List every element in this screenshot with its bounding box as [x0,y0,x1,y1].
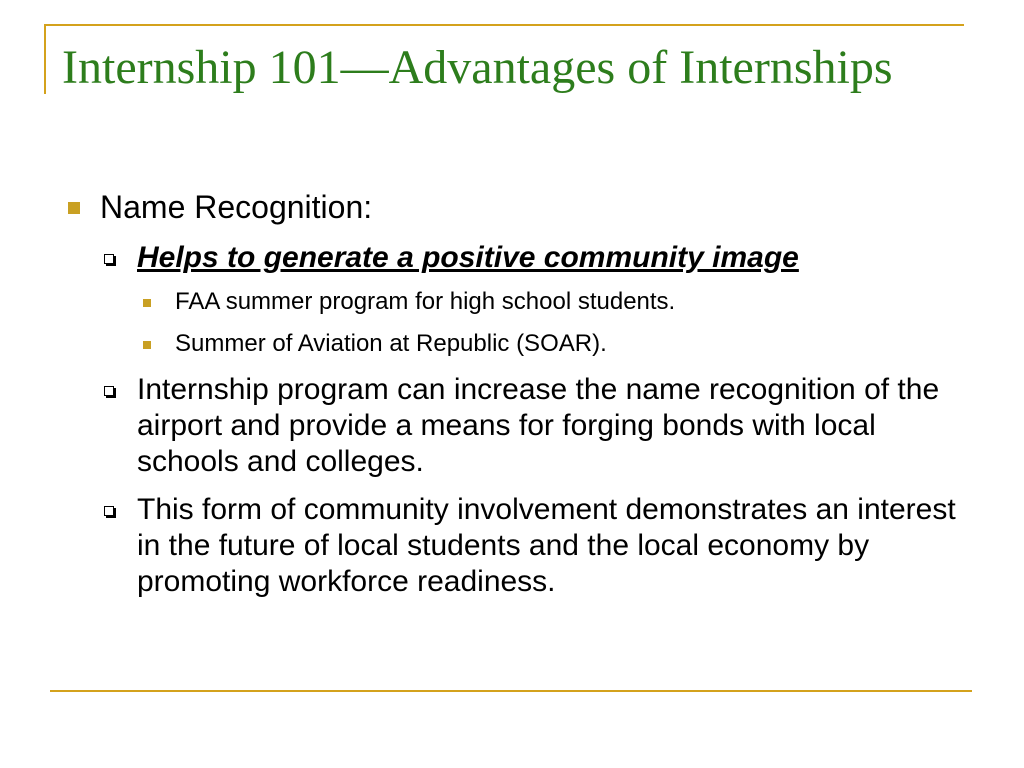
square-bullet-icon [68,202,80,214]
sub-sub-bullet-soar [137,330,962,358]
sub-bullet-community-involvement [100,492,962,600]
sub-sub-bullet-faa-program [137,288,962,316]
bottom-border-line [50,690,972,692]
square-bullet-icon [143,299,151,307]
sub-bullet-name-recognition-program [100,372,962,480]
square-bullet-icon [143,341,151,349]
top-border-line [44,24,964,26]
bullet-text: Internship program can increase the name recognition of the airport and provide a means for forging bonds with local schools and colleges. [137,373,940,478]
bullet-text: Summer of Aviation at Republic (SOAR). [175,330,607,357]
bullet-text: FAA summer program for high school students. [175,288,676,315]
left-border-line [44,24,46,94]
hollow-square-bullet-icon [104,506,114,516]
slide-title: Internship 101—Advantages of Internships [62,41,893,94]
bullet-text: This form of community involvement demonstrates an interest in the future of local students and the local economy by promoting workforce readiness. [137,493,956,598]
hollow-square-bullet-icon [104,386,114,396]
hollow-square-bullet-icon [104,254,114,264]
bullet-name-recognition [62,186,962,228]
slide-body [62,186,962,612]
bullet-text: Helps to generate a positive community image [137,241,799,274]
sub-bullet-community-image [100,240,962,276]
bullet-text: Name Recognition: [100,189,373,225]
